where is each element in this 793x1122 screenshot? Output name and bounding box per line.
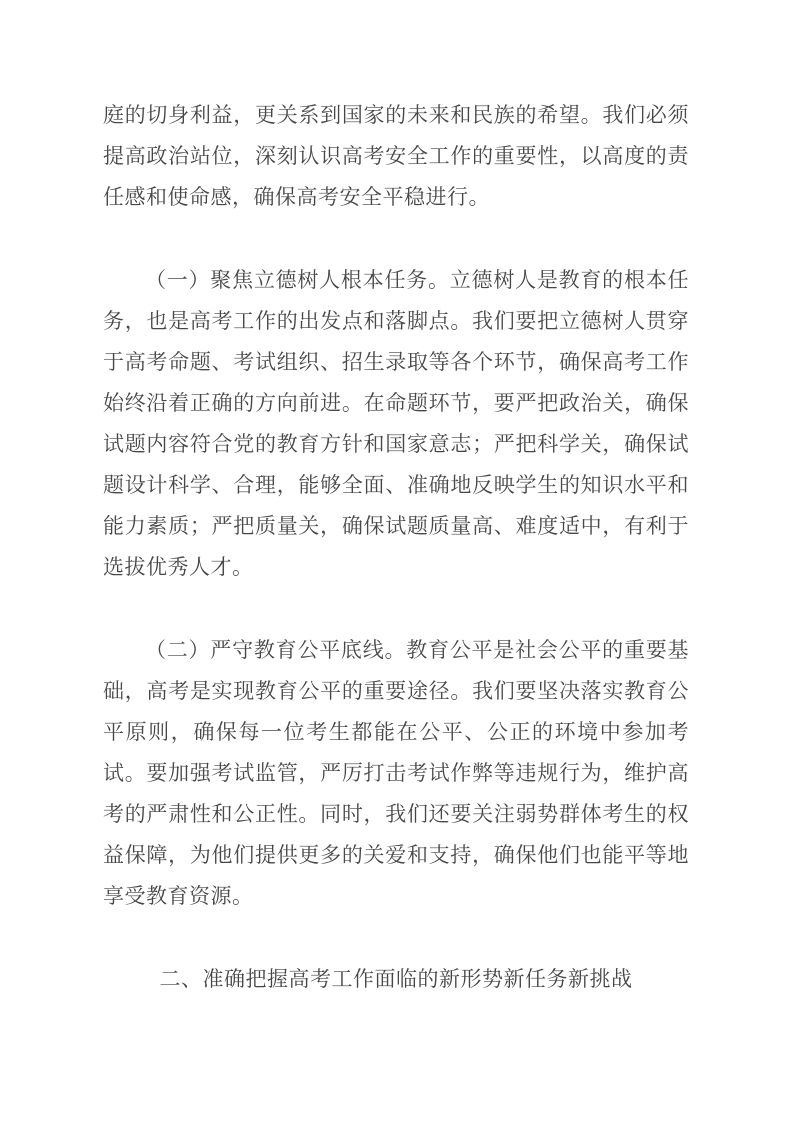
- paragraph-continuation: 庭的切身利益，更关系到国家的未来和民族的希望。我们必须提高政治站位，深刻认识高考安全工作的重要性，以高度的责任感和使命感，确保高考安全平稳进行。: [103, 103, 689, 209]
- section-2-heading: 二、准确把握高考工作面临的新形势新任务新挑战: [159, 967, 633, 991]
- paragraph-section-1-item-1: （一）聚焦立德树人根本任务。立德树人是教育的根本任务，也是高考工作的出发点和落脚点。我们要把立德树人贯穿于高考命题、考试组织、招生录取等各个环节，确保高考工作始终沿着正确的方向前进。在命题环节，要严把政治关，确保试题内容符合党的教育方针和国家意志；严把科学关，确保试题设计科学、合理，能够全面、准确地反映学生的知识水平和能力素质；严把质量关，确保试题质量高、难度适中，有利于选拔优秀人才。: [103, 268, 689, 579]
- paragraph-section-1-item-2: （二）严守教育公平底线。教育公平是社会公平的重要基础，高考是实现教育公平的重要途径。我们要坚决落实教育公平原则，确保每一位考生都能在公平、公正的环境中参加考试。要加强考试监管，严厉打击考试作弊等违规行为，维护高考的严肃性和公正性。同时，我们还要关注弱势群体考生的权益保障，为他们提供更多的关爱和支持，确保他们也能平等地享受教育资源。: [103, 638, 689, 908]
